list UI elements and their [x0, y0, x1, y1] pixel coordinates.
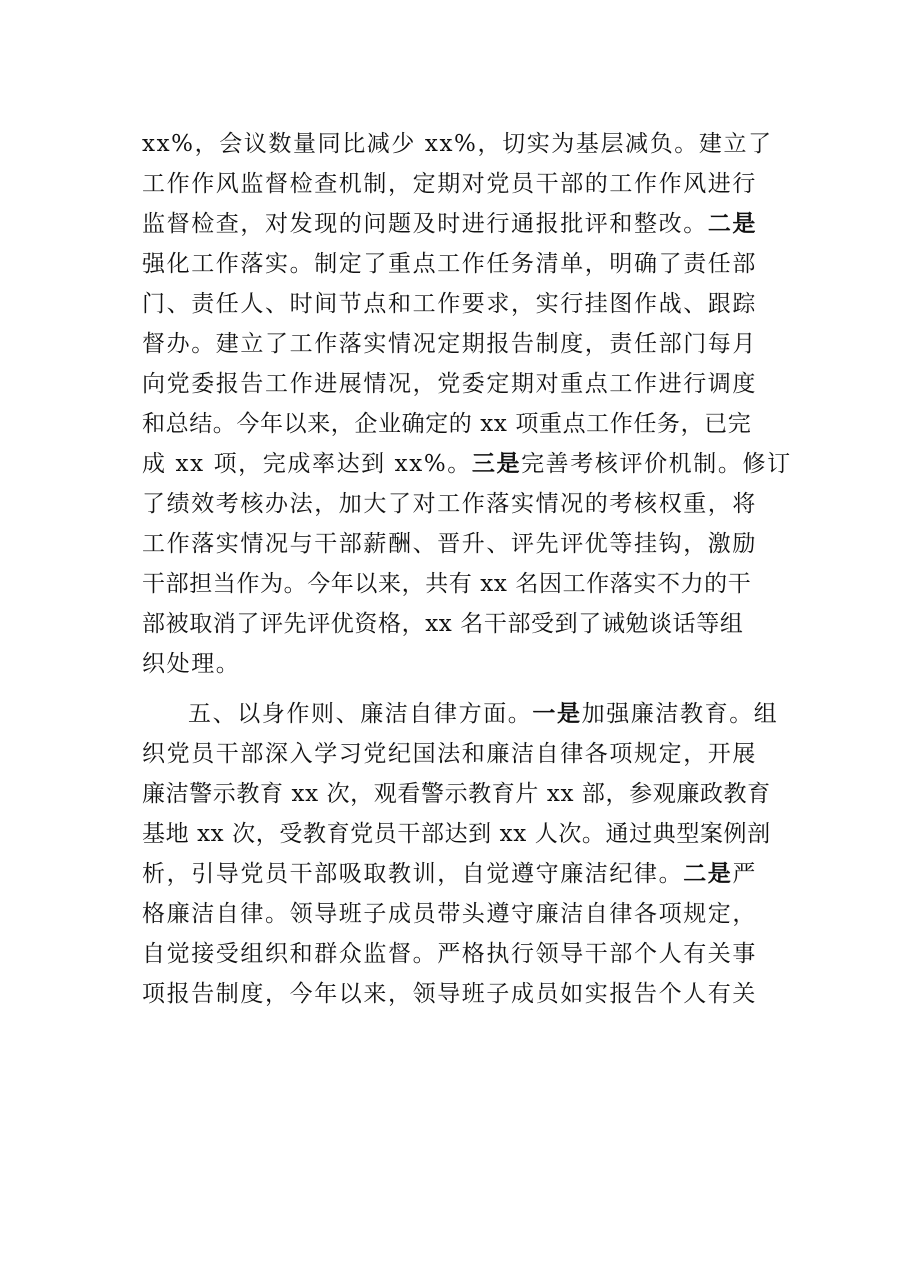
text-line: [142, 564, 782, 604]
text-run: 工作作风监督检查机制，定期对党员干部的工作作风进行: [142, 171, 757, 197]
text-line: [142, 484, 782, 524]
text-line: [142, 734, 782, 774]
text-run: 项报告制度，今年以来，领导班子成员如实报告个人有关: [142, 981, 757, 1007]
text-line: [142, 444, 792, 484]
text-line: [142, 774, 782, 814]
text-run: 强化工作落实。制定了重点工作任务清单，明确了责任部: [142, 251, 757, 277]
text-run: 析，引导党员干部吸取教训，自觉遵守廉洁纪律。: [142, 861, 684, 887]
text-run: 督办。建立了工作落实情况定期报告制度，责任部门每月: [142, 331, 757, 357]
text-run: 格廉洁自律。领导班子成员带头遵守廉洁自律各项规定，: [142, 901, 757, 927]
text-line: [142, 974, 782, 1014]
text-line: [142, 814, 782, 854]
text-run: xx%，会议数量同比减少 xx%，切实为基层减负。建立了: [142, 131, 773, 157]
text-run: 织党员干部深入学习党纪国法和廉洁自律各项规定，开展: [142, 741, 757, 767]
bold-run: 三是: [471, 450, 522, 477]
text-run: 和总结。今年以来，企业确定的 xx 项重点工作任务，已完: [142, 411, 752, 437]
text-line: [142, 404, 782, 444]
bold-run: 一是: [532, 700, 582, 727]
text-run: 干部担当作为。今年以来，共有 xx 名因工作落实不力的干: [142, 571, 752, 597]
text-line: [142, 124, 782, 164]
text-run: 部被取消了评先评优资格，xx 名干部受到了诫勉谈话等组: [142, 611, 744, 637]
text-line: [142, 854, 782, 894]
text-run: 工作落实情况与干部薪酬、晋升、评先评优等挂钩，激励: [142, 531, 757, 557]
text-run: 加强廉洁教育。组: [581, 701, 779, 727]
text-line: [142, 244, 782, 284]
text-run: 五、以身作则、廉洁自律方面。: [188, 701, 533, 727]
text-run: 向党委报告工作进展情况，党委定期对重点工作进行调度: [142, 371, 757, 397]
text-line: [142, 364, 782, 404]
bold-run: 二是: [707, 210, 758, 237]
text-line: [142, 694, 782, 734]
text-line: [142, 604, 782, 644]
text-line: [142, 934, 782, 974]
text-line: [142, 204, 782, 244]
text-run: 基地 xx 次，受教育党员干部达到 xx 人次。通过典型案例剖: [142, 821, 771, 847]
text-run: 织处理。: [142, 651, 241, 677]
text-line: [142, 644, 782, 684]
text-run: 门、责任人、时间节点和工作要求，实行挂图作战、跟踪: [142, 291, 757, 317]
text-line: [142, 894, 782, 934]
text-line: [142, 284, 782, 324]
text-line: [142, 524, 782, 564]
text-run: 成 xx 项，完成率达到 xx%。: [142, 451, 472, 477]
bold-run: 二是: [683, 860, 733, 887]
text-line: [142, 324, 782, 364]
text-run: 廉洁警示教育 xx 次，观看警示教育片 xx 部，参观廉政教育: [142, 781, 771, 807]
text-run: 完善考核评价机制。修订: [521, 451, 792, 477]
text-run: 监督检查，对发现的问题及时进行通报批评和整改。: [142, 211, 708, 237]
document-body: [142, 124, 792, 1014]
text-line: [142, 164, 782, 204]
text-run: 严: [732, 861, 758, 887]
text-run: 自觉接受组织和群众监督。严格执行领导干部个人有关事: [142, 941, 757, 967]
text-run: 了绩效考核办法，加大了对工作落实情况的考核权重，将: [142, 491, 757, 517]
